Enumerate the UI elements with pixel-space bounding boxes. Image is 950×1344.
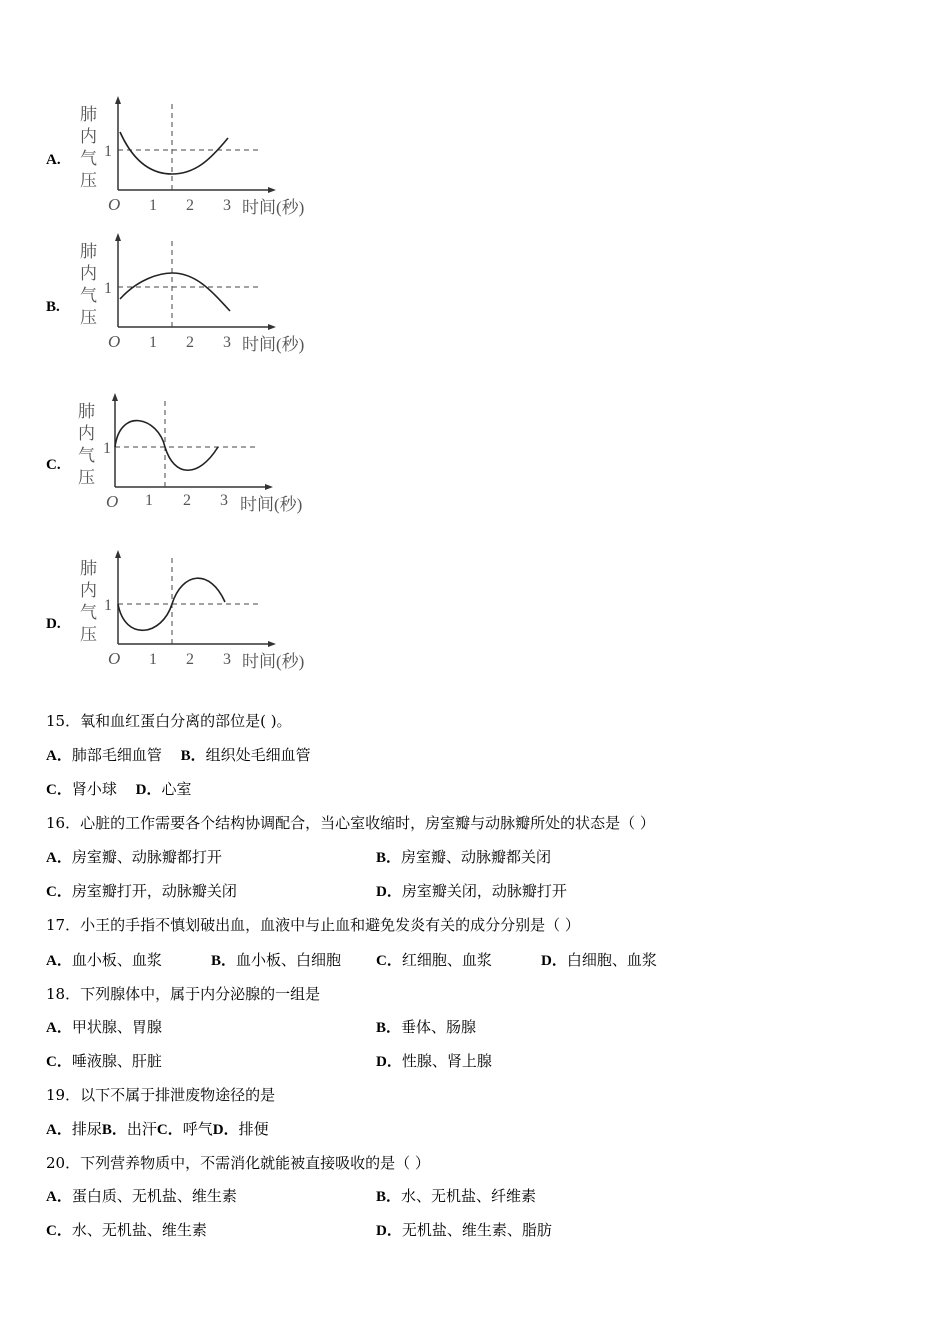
x-tick-1: 1 bbox=[149, 197, 157, 214]
svg-text:肺: 肺 bbox=[78, 402, 95, 421]
y-tick-1: 1 bbox=[104, 280, 112, 297]
q16-option-b: B．房室瓣、动脉瓣都关闭 bbox=[376, 848, 552, 866]
x-axis-label: 时间(秒) bbox=[242, 652, 305, 671]
q18-stem: 18．下列腺体中，属于内分泌腺的一组是 bbox=[46, 985, 321, 1003]
q18-option-b: B．垂体、肠腺 bbox=[376, 1018, 477, 1036]
x-axis-label: 时间(秒) bbox=[240, 495, 303, 514]
q20-stem: 20．下列营养物质中，不需消化就能被直接吸收的是（ ） bbox=[46, 1154, 430, 1172]
option-a-label: A. bbox=[46, 152, 61, 168]
option-b-label: B. bbox=[46, 299, 60, 315]
y-axis-label bbox=[80, 105, 97, 190]
y-axis-label bbox=[80, 242, 97, 327]
svg-text:内: 内 bbox=[80, 581, 97, 600]
svg-text:气: 气 bbox=[80, 286, 97, 305]
q17-option-a: A．血小板、血浆 bbox=[46, 951, 162, 969]
svg-text:内: 内 bbox=[80, 264, 97, 283]
q15-b-text: 组织处毛细血管 bbox=[205, 746, 311, 764]
x-tick-2: 2 bbox=[186, 651, 194, 668]
q15-options-ab bbox=[46, 745, 311, 766]
x-tick-1: 1 bbox=[145, 492, 153, 509]
q15-a-text: 肺部毛细血管 bbox=[71, 746, 162, 764]
svg-text:压: 压 bbox=[80, 308, 97, 327]
option-c-label: C. bbox=[46, 457, 61, 473]
x-tick-2: 2 bbox=[186, 334, 194, 351]
q17-option-d: D．白细胞、血浆 bbox=[541, 951, 657, 969]
x-tick-3: 3 bbox=[223, 651, 231, 668]
svg-text:气: 气 bbox=[78, 446, 95, 465]
y-axis-label bbox=[80, 559, 97, 644]
option-d-label: D. bbox=[46, 616, 61, 632]
pressure-curve bbox=[120, 273, 230, 311]
x-tick-1: 1 bbox=[149, 334, 157, 351]
x-axis-label: 时间(秒) bbox=[242, 198, 305, 217]
q20-option-c: C．水、无机盐、维生素 bbox=[46, 1221, 207, 1239]
q16-option-a: A．房室瓣、动脉瓣都打开 bbox=[46, 848, 222, 866]
origin-label: O bbox=[106, 492, 119, 511]
svg-text:压: 压 bbox=[80, 625, 97, 644]
graph-option-c bbox=[70, 387, 330, 517]
graph-option-a bbox=[70, 90, 330, 220]
q15-options-cd bbox=[46, 779, 192, 800]
svg-text:气: 气 bbox=[80, 603, 97, 622]
q16-stem: 16．心脏的工作需要各个结构协调配合，当心室收缩时，房室瓣与动脉瓣所处的状态是（ ） bbox=[46, 814, 655, 832]
q16-option-d: D．房室瓣关闭，动脉瓣打开 bbox=[376, 882, 567, 900]
q20-option-d: D．无机盐、维生素、脂肪 bbox=[376, 1221, 552, 1239]
q15-stem: 15．氧和血红蛋白分离的部位是( )。 bbox=[46, 712, 292, 730]
pressure-curve bbox=[115, 421, 218, 471]
q20-option-a: A．蛋白质、无机盐、维生素 bbox=[46, 1187, 237, 1205]
svg-text:肺: 肺 bbox=[80, 242, 97, 261]
y-tick-1: 1 bbox=[103, 440, 111, 457]
origin-label: O bbox=[108, 332, 121, 351]
q15-a-label: A． bbox=[46, 748, 72, 764]
svg-text:肺: 肺 bbox=[80, 105, 97, 124]
q18-option-d: D．性腺、肾上腺 bbox=[376, 1052, 492, 1070]
q17-option-b: B．血小板、白细胞 bbox=[211, 951, 342, 969]
y-tick-1: 1 bbox=[104, 597, 112, 614]
q19-options: A．排尿B．出汗C．呼气D．排便 bbox=[46, 1120, 269, 1138]
x-tick-3: 3 bbox=[223, 334, 231, 351]
q15-c-label: C． bbox=[46, 782, 72, 798]
q15-d-label: D． bbox=[135, 782, 162, 798]
x-tick-3: 3 bbox=[223, 197, 231, 214]
q15-b-label: B． bbox=[180, 748, 206, 764]
q17-option-c: C．红细胞、血浆 bbox=[376, 951, 492, 969]
y-axis-label bbox=[78, 402, 95, 487]
x-tick-2: 2 bbox=[186, 197, 194, 214]
x-tick-1: 1 bbox=[149, 651, 157, 668]
q16-option-c: C．房室瓣打开，动脉瓣关闭 bbox=[46, 882, 237, 900]
origin-label: O bbox=[108, 195, 121, 214]
y-tick-1: 1 bbox=[104, 143, 112, 160]
svg-text:肺: 肺 bbox=[80, 559, 97, 578]
pressure-curve bbox=[120, 132, 228, 174]
svg-text:气: 气 bbox=[80, 149, 97, 168]
x-axis-label: 时间(秒) bbox=[242, 335, 305, 354]
q19-stem: 19．以下不属于排泄废物途径的是 bbox=[46, 1086, 276, 1104]
q18-option-a: A．甲状腺、胃腺 bbox=[46, 1018, 162, 1036]
q15-c-text: 肾小球 bbox=[71, 780, 117, 798]
graph-option-b bbox=[70, 227, 330, 357]
svg-text:压: 压 bbox=[78, 468, 95, 487]
graph-option-d bbox=[70, 544, 330, 674]
q17-stem: 17．小王的手指不慎划破出血，血液中与止血和避免发炎有关的成分分别是（ ） bbox=[46, 916, 580, 934]
q18-option-c: C．唾液腺、肝脏 bbox=[46, 1052, 162, 1070]
svg-text:内: 内 bbox=[80, 127, 97, 146]
x-tick-2: 2 bbox=[183, 492, 191, 509]
q15-d-text: 心室 bbox=[161, 780, 192, 798]
q20-option-b: B．水、无机盐、纤维素 bbox=[376, 1187, 537, 1205]
origin-label: O bbox=[108, 649, 121, 668]
svg-text:压: 压 bbox=[80, 171, 97, 190]
svg-text:内: 内 bbox=[78, 424, 95, 443]
x-tick-3: 3 bbox=[220, 492, 228, 509]
